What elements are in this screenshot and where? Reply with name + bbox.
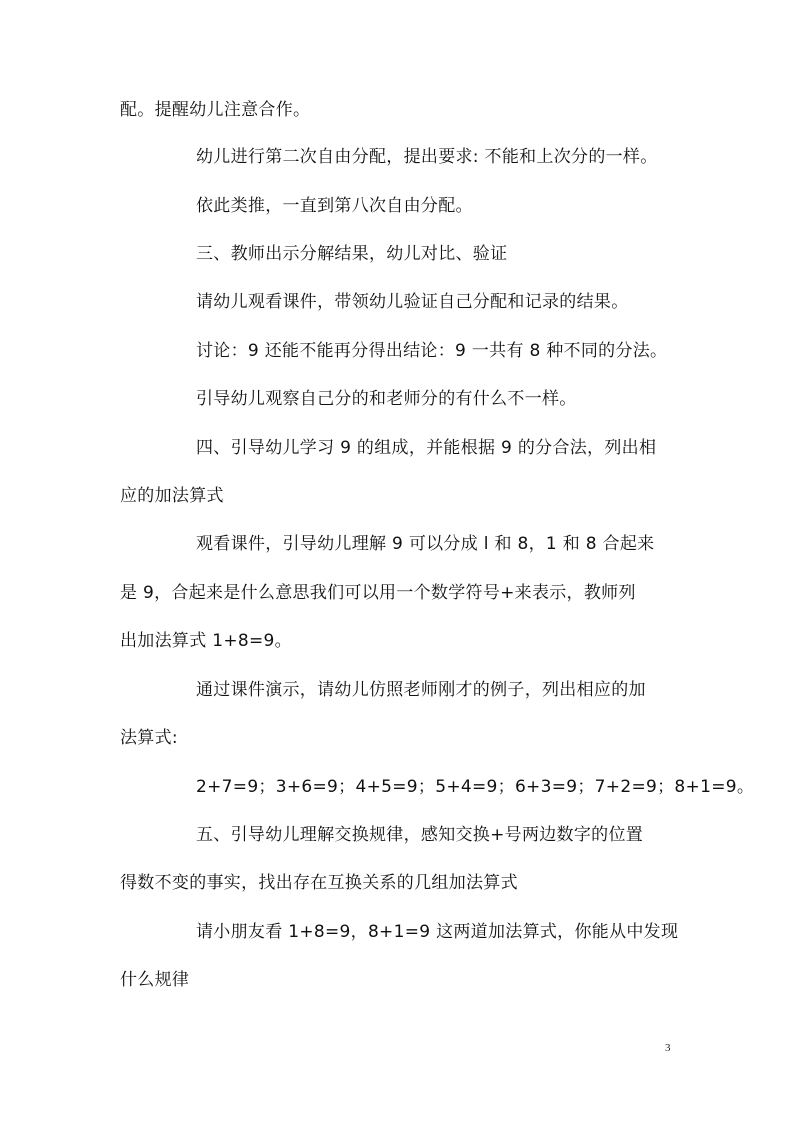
section-heading-continued: 应的加法算式 (120, 486, 224, 506)
page-number: 3 (665, 1042, 671, 1054)
section-heading: 四、引导幼儿学习 9 的组成，并能根据 9 的分合法，列出相 (196, 438, 657, 458)
text-line: 出加法算式 1+8=9。 (120, 631, 292, 651)
text-line: 观看课件，引导幼儿理解 9 可以分成 l 和 8，1 和 8 合起来 (196, 534, 655, 554)
text-line: 法算式: (120, 728, 178, 748)
text-line: 依此类推，一直到第八次自由分配。 (196, 196, 473, 216)
text-line: 请小朋友看 1+8=9，8+1=9 这两道加法算式，你能从中发现 (196, 922, 679, 942)
text-line: 什么规律 (120, 970, 190, 990)
text-line: 幼儿进行第二次自由分配，提出要求: 不能和上次分的一样。 (196, 147, 658, 167)
text-line: 引导幼儿观察自己分的和老师分的有什么不一样。 (196, 389, 577, 409)
text-line: 通过课件演示，请幼儿仿照老师刚才的例子，列出相应的加 (196, 680, 646, 700)
text-line: 配。提醒幼儿注意合作。 (120, 100, 311, 120)
text-line: 请幼儿观看课件，带领幼儿验证自己分配和记录的结果。 (196, 292, 629, 312)
text-line: 讨论：9 还能不能再分得出结论：9 一共有 8 种不同的分法。 (196, 341, 668, 361)
text-line: 是 9，合起来是什么意思我们可以用一个数学符号+来表示，教师列 (120, 583, 636, 603)
section-heading: 五、引导幼儿理解交换规律，感知交换+号两边数字的位置 (196, 825, 644, 845)
section-heading-continued: 得数不变的事实，找出存在互换关系的几组加法算式 (120, 873, 518, 893)
equations-line: 2+7=9；3+6=9；4+5=9；5+4=9；6+3=9；7+2=9；8+1=9。 (196, 777, 755, 797)
section-heading: 三、教师出示分解结果，幼儿对比、验证 (196, 244, 508, 264)
